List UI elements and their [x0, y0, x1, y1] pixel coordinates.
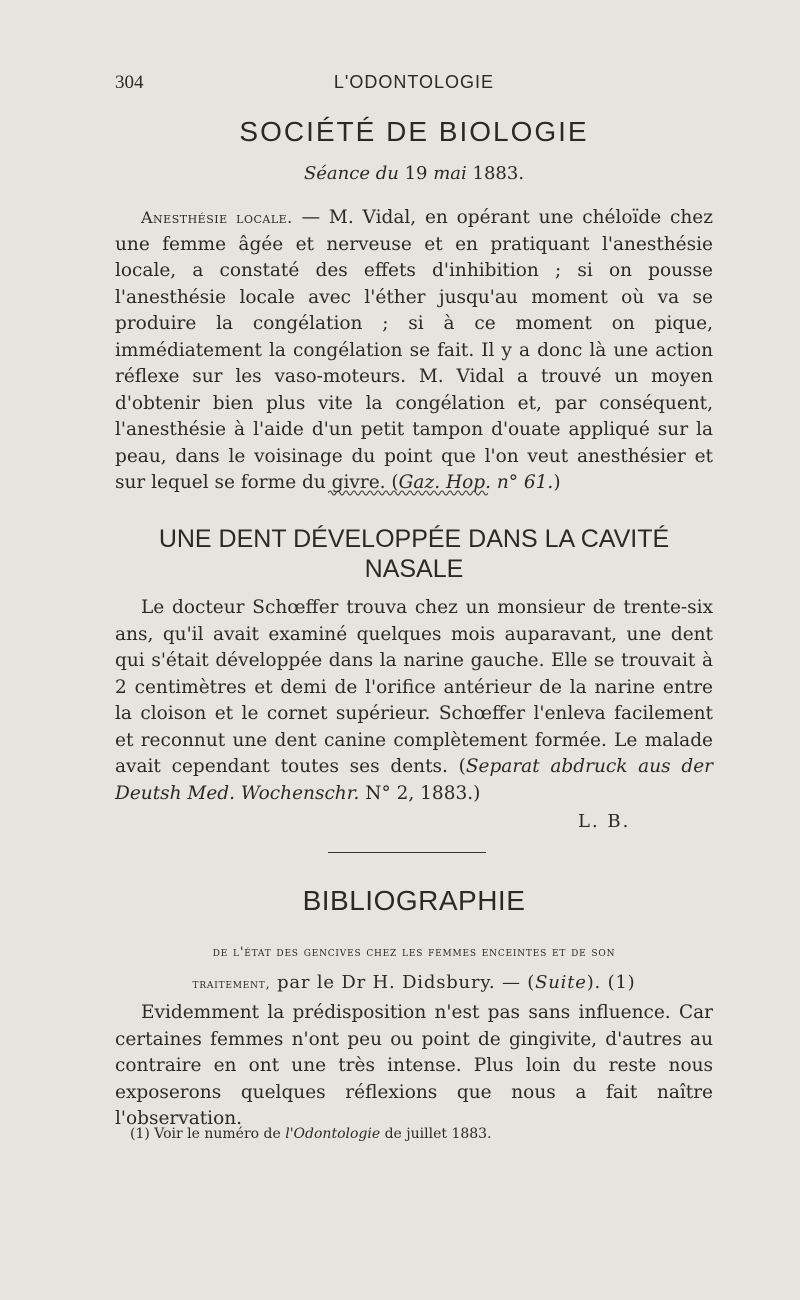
paragraph-lead: Anesthésie locale.	[141, 208, 293, 227]
section-title-societe-biologie: SOCIÉTÉ DE BIOLOGIE	[239, 116, 589, 147]
entry-heading-line2	[115, 968, 713, 1000]
anesthesie-paragraph	[115, 205, 713, 497]
footnote-pre: (1) Voir le numéro de	[130, 1126, 286, 1142]
seance-date	[115, 163, 713, 184]
citation: Separat abdruck aus der Deutsh Med. Wochenschr.	[115, 756, 713, 804]
citation-tail: N° 2, 1883.)	[359, 782, 481, 804]
seance-day: 19	[404, 163, 428, 184]
bibliographie-paragraph	[115, 1000, 713, 1133]
paragraph-text	[115, 595, 713, 807]
entry-heading-author: par le Dr H. Didsbury. — (	[270, 972, 536, 993]
page-number: 304	[115, 72, 144, 93]
author-signature: L. B.	[578, 811, 631, 832]
footnote-journal: l'Odontologie	[285, 1126, 381, 1142]
page-header	[115, 72, 713, 102]
seance-year: 1883.	[472, 163, 525, 184]
entry-heading-sc: traitement,	[192, 977, 271, 992]
footnote	[130, 1126, 492, 1142]
entry-heading-end: ). (1)	[586, 972, 636, 993]
section-rule	[328, 852, 486, 853]
bibliography-entry-heading	[115, 938, 713, 1000]
section-title-dent-nasale	[115, 524, 713, 584]
dent-paragraph	[115, 595, 713, 807]
citation-close: )	[553, 472, 561, 493]
running-title: L'ODONTOLOGIE	[333, 72, 495, 92]
footnote-post: de juillet 1883.	[380, 1126, 492, 1142]
entry-heading-suite: Suite	[535, 972, 587, 993]
seance-prefix: Séance du	[303, 163, 399, 184]
paragraph-text	[115, 205, 713, 497]
section-title-line1: UNE DENT DÉVELOPPÉE DANS LA CAVITÉ	[158, 525, 670, 553]
paragraph-text: Evidemment la prédisposition n'est pas sans influence. Car certaines femmes n'ont peu ou point de gingivite, d'autres au contraire en ont une très intense. Plus loin du reste nous exposerons quelques réflexions que nous a fait naître l'observation.	[115, 1002, 713, 1129]
paragraph-body: — M. Vidal, en opérant une chéloïde chez une femme âgée et nerveuse et en pratiquant l'anesthésie locale, a constaté des effets d'inhibition ; si on pousse l'anesthésie locale avec l'éther jusqu'au moment où va se produire la congélation ; si à ce moment on pique, immédiatement la congélation se fait. Il y a donc là une action réflexe sur les vaso-moteurs. M. Vidal a trouvé un moyen d'obtenir bien plus vite la congélation et, par conséquent, l'anesthésie à l'aide d'un petit tampon d'ouate appliqué sur la peau, dans le voisinage du point que l'on veut anesthésier et sur lequel se forme du givre. (	[115, 207, 713, 493]
seance-month: mai	[433, 163, 467, 184]
section-title-line2: NASALE	[364, 555, 464, 583]
paragraph-body: Le docteur Schœffer trouva chez un monsieur de trente-six ans, qu'il avait examiné quelques mois auparavant, une dent qui s'était développée dans la narine gauche. Elle se trouvait à 2 centimètres et demi de l'orifice antérieur de la narine entre la cloison et le cornet supérieur. Schœffer l'enleva facilement et reconnut une dent canine complètement formée. Le malade avait cependant toutes ses dents. (	[115, 597, 713, 777]
section-title-bibliographie: BIBLIOGRAPHIE	[302, 885, 526, 916]
citation: Gaz. Hop. n° 61.	[398, 472, 554, 493]
entry-heading-line1: de l'état des gencives chez les femmes enceintes et de son	[212, 945, 616, 960]
wavy-divider	[328, 488, 488, 498]
